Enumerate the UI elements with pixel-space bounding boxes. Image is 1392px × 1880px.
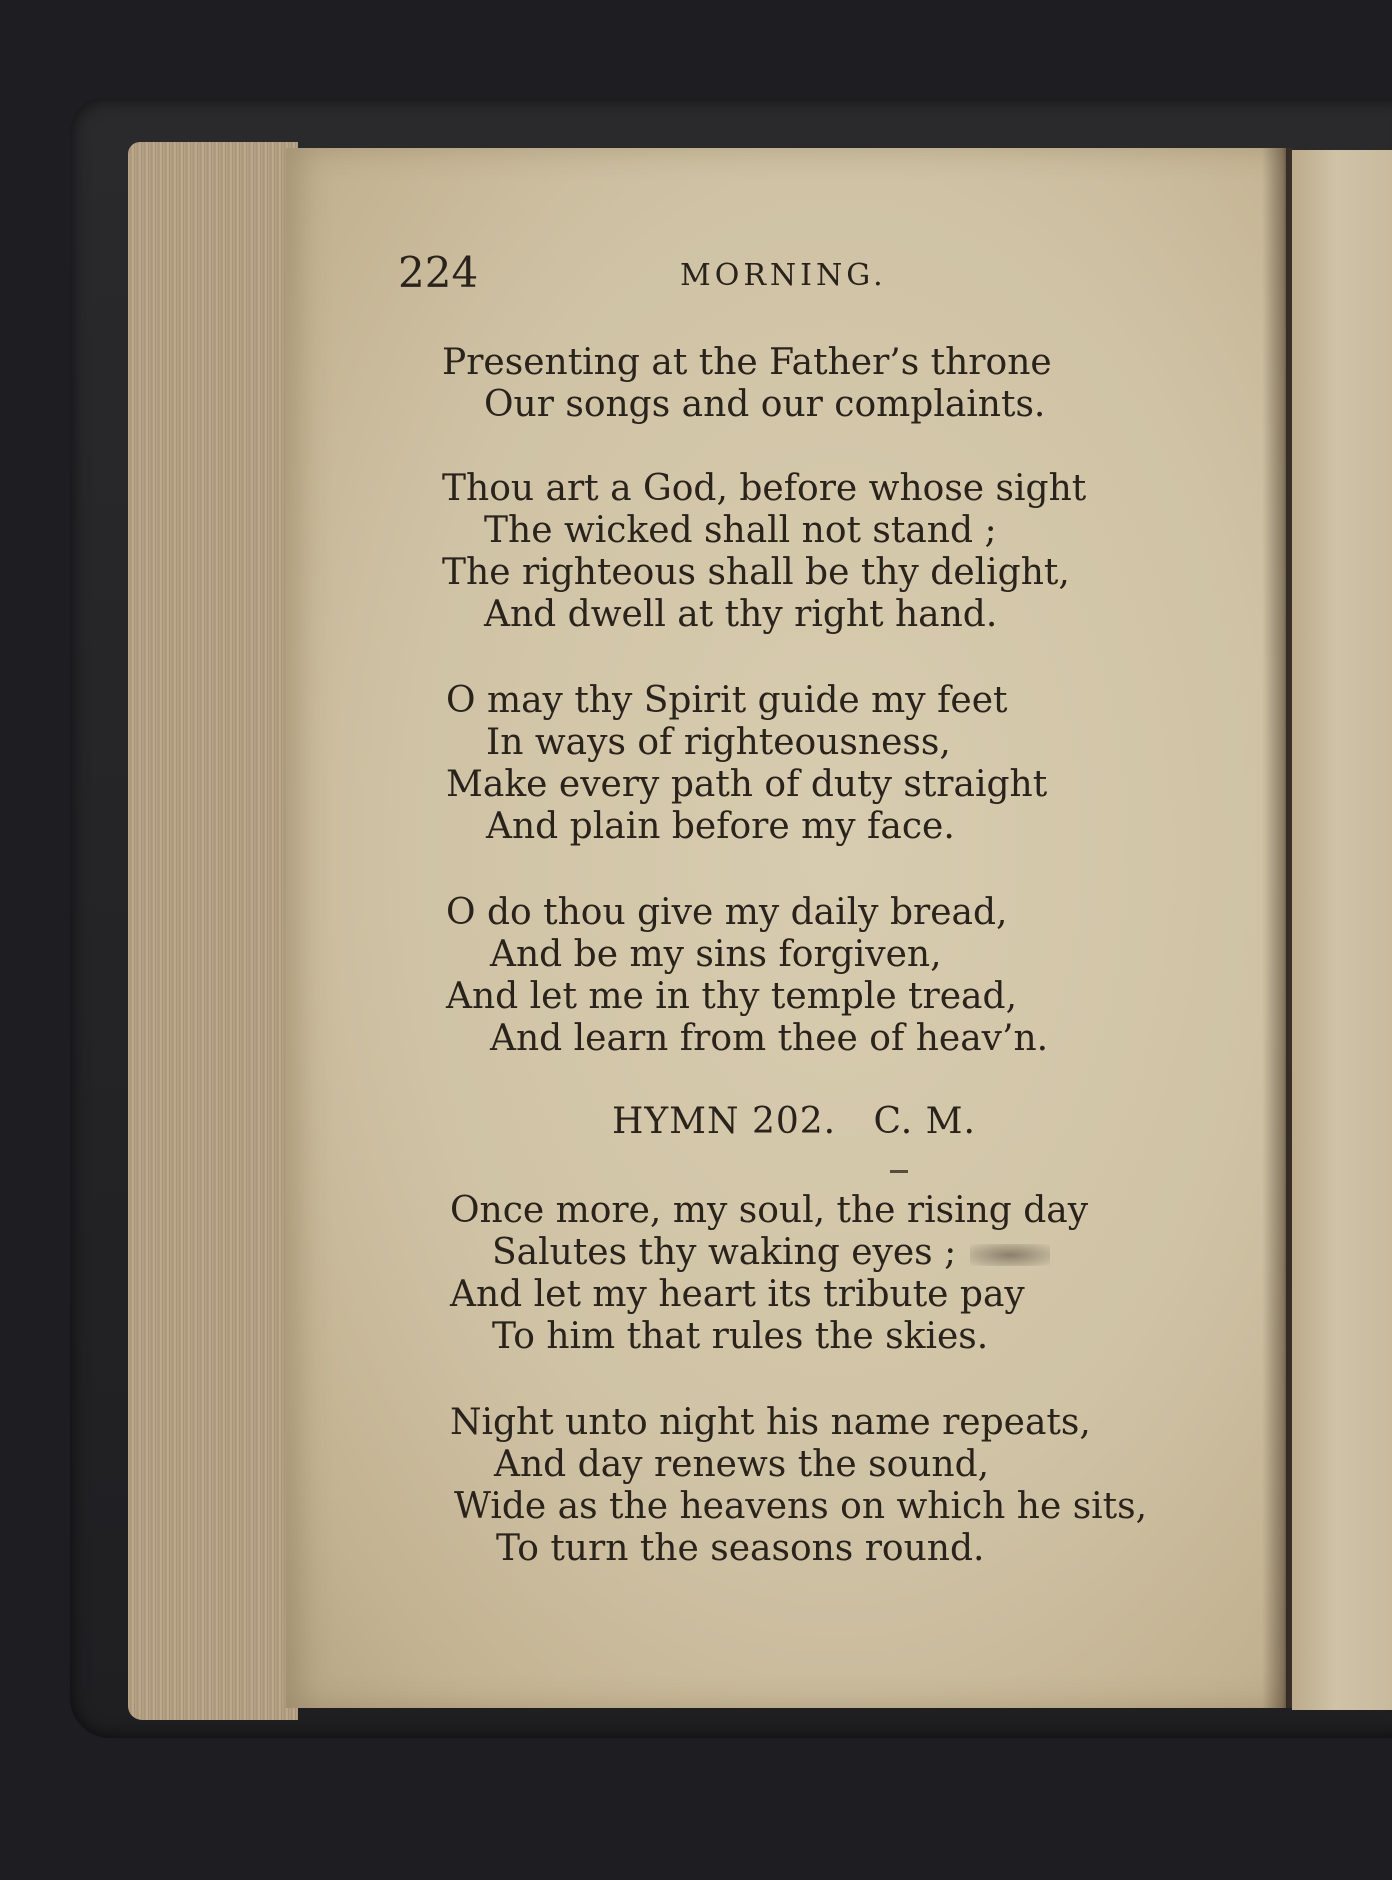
hymn-line: Once more, my soul, the rising day — [450, 1190, 1089, 1231]
verse-line: Presenting at the Father’s throne — [442, 342, 1052, 383]
ornament-dash — [890, 1170, 908, 1173]
verse-line: The righteous shall be thy delight, — [442, 552, 1070, 593]
verse-line: In ways of righteousness, — [486, 722, 951, 763]
hymn-line: Wide as the heavens on which he sits, — [454, 1486, 1148, 1527]
verse-line: O may thy Spirit guide my feet — [446, 680, 1008, 721]
running-title: MORNING. — [680, 258, 887, 293]
hymn-line: To him that rules the skies. — [492, 1316, 989, 1357]
page-number: 224 — [398, 248, 479, 297]
hymn-line: Night unto night his name repeats, — [450, 1402, 1091, 1443]
verse-line: And let me in thy temple tread, — [446, 976, 1018, 1017]
verse-line: Make every path of duty straight — [446, 764, 1048, 805]
hymn-line: And let my heart its tribute pay — [450, 1274, 1025, 1315]
hymn-line: To turn the seasons round. — [496, 1528, 985, 1569]
verse-line: And learn from thee of heav’n. — [490, 1018, 1049, 1059]
book-gutter — [1262, 148, 1292, 1708]
verse-line: The wicked shall not stand ; — [484, 510, 997, 551]
verse-line: And be my sins forgiven, — [490, 934, 942, 975]
facing-page — [1292, 150, 1392, 1710]
verse-line: Thou art a God, before whose sight — [442, 468, 1087, 509]
ink-smudge — [970, 1244, 1050, 1266]
verse-line: And plain before my face. — [486, 806, 955, 847]
hymn-line: Salutes thy waking eyes ; — [492, 1232, 957, 1273]
verse-line: And dwell at thy right hand. — [484, 594, 998, 635]
verse-line: Our songs and our complaints. — [484, 384, 1046, 425]
hymn-line: And day renews the sound, — [494, 1444, 990, 1485]
page-edges — [128, 142, 298, 1720]
verse-line: O do thou give my daily bread, — [446, 892, 1008, 933]
hymn-heading: HYMN 202. C. M. — [612, 1101, 976, 1142]
